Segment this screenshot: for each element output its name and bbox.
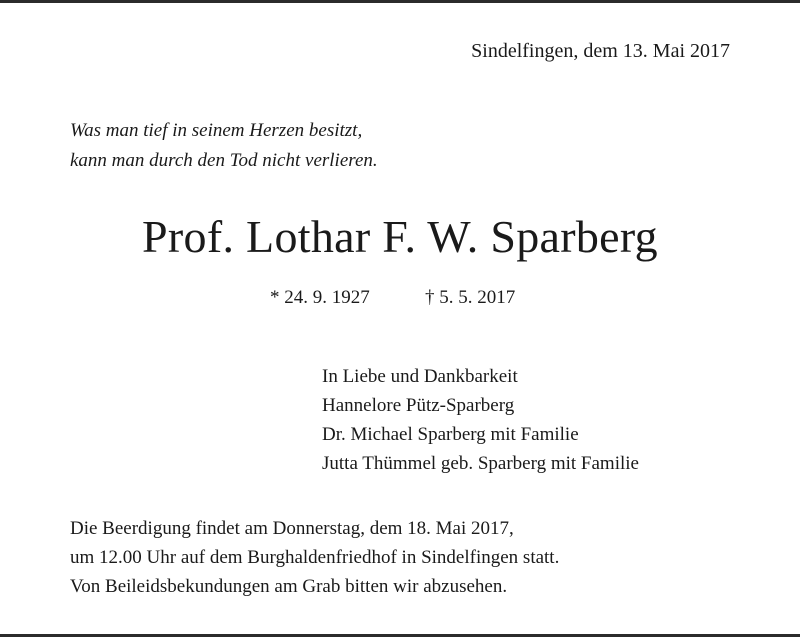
mourners-intro: In Liebe und Dankbarkeit xyxy=(322,366,518,387)
motto-quote xyxy=(70,116,378,176)
funeral-notice-line-2: um 12.00 Uhr auf dem Burghaldenfriedhof in Sindelfingen statt. xyxy=(70,547,560,568)
deceased-name: Prof. Lothar F. W. Sparberg xyxy=(142,211,658,262)
top-border-rule xyxy=(0,0,800,3)
funeral-notice xyxy=(70,514,559,601)
death-date: † 5. 5. 2017 xyxy=(425,287,516,308)
mourners-block xyxy=(322,362,639,478)
funeral-notice-line-1: Die Beerdigung findet am Donnerstag, dem 18. Mai 2017, xyxy=(70,518,514,539)
funeral-notice-line-3: Von Beileidsbekundungen am Grab bitten wir abzusehen. xyxy=(70,576,508,597)
mourner-name: Hannelore Pütz-Sparberg xyxy=(322,395,515,416)
motto-line-1: Was man tief in seinem Herzen besitzt, xyxy=(70,120,363,141)
birth-date: * 24. 9. 1927 xyxy=(270,287,370,308)
mourner-name: Dr. Michael Sparberg mit Familie xyxy=(322,424,579,445)
mourner-name: Jutta Thümmel geb. Sparberg mit Familie xyxy=(322,453,639,474)
place-and-date: Sindelfingen, dem 13. Mai 2017 xyxy=(471,40,730,62)
motto-line-2: kann man durch den Tod nicht verlieren. xyxy=(70,150,378,171)
